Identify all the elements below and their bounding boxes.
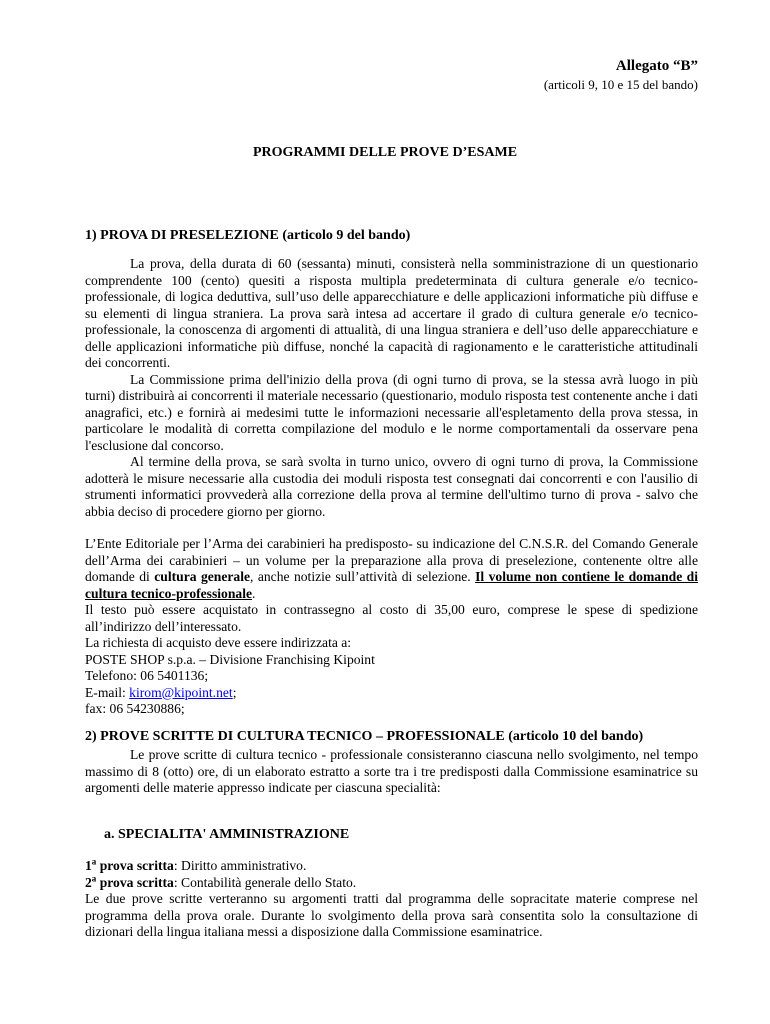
written-test-2: 2$^a$ prova scritta: Contabilità generale dello Stato. <box>85 872 357 890</box>
section-1-heading: 1) PROVA DI PRESELEZIONE (articolo 9 del bando) <box>85 228 411 243</box>
section-2-heading: 2) PROVE SCRITTE DI CULTURA TECNICO – PROFESSIONALE (articolo 10 del bando) <box>85 729 644 744</box>
volume-text-c: . <box>252 585 256 601</box>
section-1-body <box>85 256 698 520</box>
written-test-1: 1$^a$ prova scritta: Diritto amministrativo. <box>85 856 307 873</box>
section-1-paragraph-3: Al termine della prova, se sarà svolta in turno unico, ovvero di ogni turno di prova, la Commissione adotterà le misure necessarie alla custodia dei moduli risposta test consegnati dai concorrenti e con l'ausilio di strumenti informatici provvederà alla correzione della prova al termine dell'ultimo turno di prova - salvo che abbia deciso di procedere giorno per giorno. <box>85 454 698 519</box>
section-1-publisher-info <box>85 536 698 718</box>
volume-paragraph <box>85 536 698 602</box>
price-paragraph: Il testo può essere acquistato in contrassegno al costo di 35,00 euro, comprese le spese di spedizione all’indirizzo dell’interessato. <box>85 602 698 634</box>
section-2-paragraph-1: Le prove scritte di cultura tecnico - professionale consisteranno ciascuna nello svolgimento, nel tempo massimo di 8 (otto) ore, di un elaborato estratto a sorte tra i tre predisposti dalla Commissione esaminatrice su argomenti delle materie appresso indicate per ciascuna specialità: <box>85 747 698 795</box>
request-line: La richiesta di acquisto deve essere indirizzata a: <box>85 635 352 650</box>
email-link[interactable]: kirom@kipoint.net <box>129 684 233 700</box>
volume-text-b: , anche notizie sull’attività di selezione. <box>250 569 476 584</box>
written-tests <box>85 858 698 941</box>
attachment-label: Allegato “B” <box>615 58 698 74</box>
section-1-paragraph-1: La prova, della durata di 60 (sessanta) minuti, consisterà nella somministrazione di un questionario comprendente 100 (cento) quesiti a risposta multipla predeterminata di cultura generale e/o tecnico-professionale, di logica deduttiva, sull’uso delle apparecchiature e delle applicazioni informatiche più diffuse e su elementi di lingua straniera. La prova sarà intesa ad accertare il grado di cultura generale e/o tecnico-professionale, la conoscenza di argomenti di attualità, di una lingua straniera e dell’uso delle apparecchiature e delle applicazioni informatiche più diffuse, nonché la capacità di ragionamento e le caratteristiche attitudinali dei concorrenti. <box>85 256 698 370</box>
specialty-heading: a. SPECIALITA' AMMINISTRAZIONE <box>104 827 350 842</box>
phone-line: Telefono: 06 5401136; <box>85 668 209 683</box>
shop-line: POSTE SHOP s.p.a. – Divisione Franchising Kipoint <box>85 651 375 667</box>
attachment-articles: (articoli 9, 10 e 15 del bando) <box>543 77 698 92</box>
section-2-paragraph-2: Le due prove scritte verteranno su argomenti tratti dal programma delle sopracitate materie comprese nel programma della prova orale. Durante lo svolgimento della prova sarà consentita solo la consultazione di dizionari della lingua italiana messi a disposizione dalla Commissione esaminatrice. <box>85 891 698 939</box>
section-2-body <box>85 747 698 797</box>
section-1-paragraph-2: La Commissione prima dell'inizio della prova (di ogni turno di prova, se la stessa avrà luogo in più turni) distribuirà ai concorrenti il materiale necessario (questionario, modulo risposta test contenente anche i dati anagrafici, etc.) e fornirà ai medesimi tutte le informazioni necessarie all'espletamento della prova stessa, in particolare le modalità di corretta compilazione del modulo e le norme comportamentali da osservare pena l'esclusione dal concorso. <box>85 371 698 453</box>
volume-warning: Il volume non contiene le domande di cultura tecnico-professionale <box>85 569 699 601</box>
email-label: E-mail: <box>85 684 130 700</box>
fax-line: fax: 06 54230886; <box>85 701 185 716</box>
volume-text-a: L’Ente Editoriale per l’Arma dei carabinieri ha predisposto- su indicazione del C.N.S.R. del Comando Generale dell’Arma dei carabinieri – un volume per la preparazione alla prova di preselezione, contenente oltre alle domande di <box>85 536 698 584</box>
page-title: PROGRAMMI DELLE PROVE D’ESAME <box>252 145 518 160</box>
email-line <box>85 685 698 702</box>
volume-text-bold: cultura generale <box>154 569 251 584</box>
email-end: ; <box>232 684 237 700</box>
